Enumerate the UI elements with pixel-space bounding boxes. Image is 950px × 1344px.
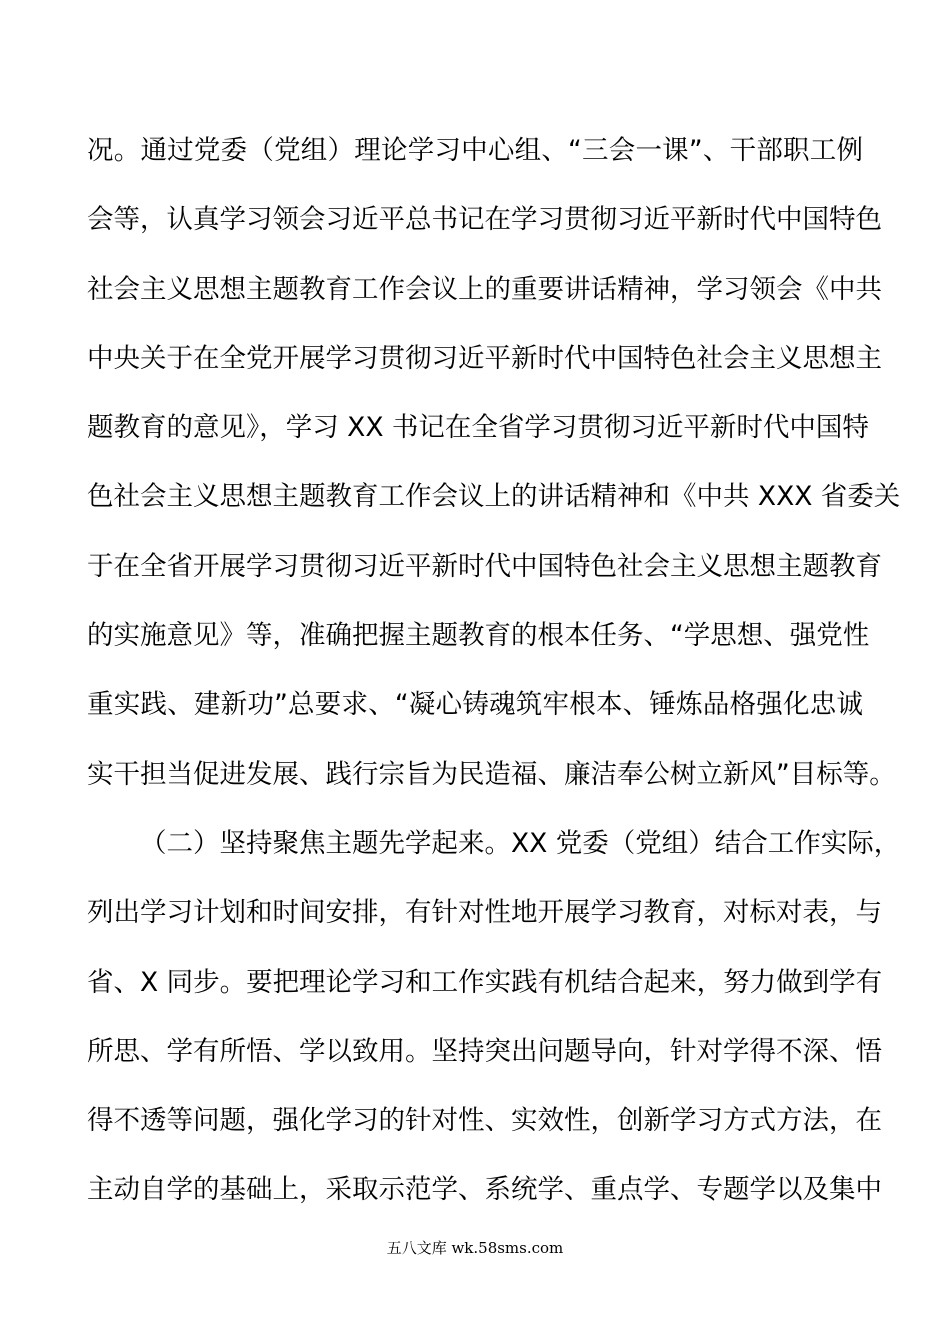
- text-line: 所思、学有所悟、学以致用。坚持突出问题导向，针对学得不深、悟: [87, 1035, 882, 1067]
- text-line: 色社会主义思想主题教育工作会议上的讲话精神和《中共 XXX 省委关: [87, 481, 901, 513]
- page-footer: 五八文库 wk.58sms.com: [386, 1239, 564, 1257]
- body-text: [87, 116, 901, 1225]
- section-heading-line: （二）坚持聚焦主题先学起来。XX 党委（党组）结合工作实际，: [140, 827, 901, 859]
- text-line: 会等，认真学习领会习近平总书记在学习贯彻习近平新时代中国特色: [87, 204, 882, 236]
- text-line: 重实践、建新功”总要求、“凝心铸魂筑牢根本、锤炼品格强化忠诚: [87, 689, 863, 721]
- text-line: 得不透等问题，强化学习的针对性、实效性，创新学习方式方法，在: [87, 1105, 882, 1137]
- text-line: 于在全省开展学习贯彻习近平新时代中国特色社会主义思想主题教育: [87, 550, 882, 582]
- text-line: 的实施意见》等，准确把握主题教育的根本任务、“学思想、强党性: [87, 620, 870, 652]
- text-line: 题教育的意见》，学习 XX 书记在全省学习贯彻习近平新时代中国特: [87, 412, 869, 444]
- text-line: 实干担当促进发展、践行宗旨为民造福、廉洁奉公树立新风”目标等。: [87, 758, 896, 790]
- text-line: 中央关于在全党开展学习贯彻习近平新时代中国特色社会主义思想主: [87, 342, 882, 374]
- text-line: 省、X 同步。要把理论学习和工作实践有机结合起来，努力做到学有: [87, 966, 883, 998]
- text-line: 况。通过党委（党组）理论学习中心组、“三会一课”、干部职工例: [87, 135, 863, 166]
- text-line: 列出学习计划和时间安排，有针对性地开展学习教育，对标对表，与: [87, 897, 882, 929]
- text-line: 社会主义思想主题教育工作会议上的重要讲话精神，学习领会《中共: [87, 273, 882, 305]
- text-line: 主动自学的基础上，采取示范学、系统学、重点学、专题学以及集中: [87, 1174, 882, 1206]
